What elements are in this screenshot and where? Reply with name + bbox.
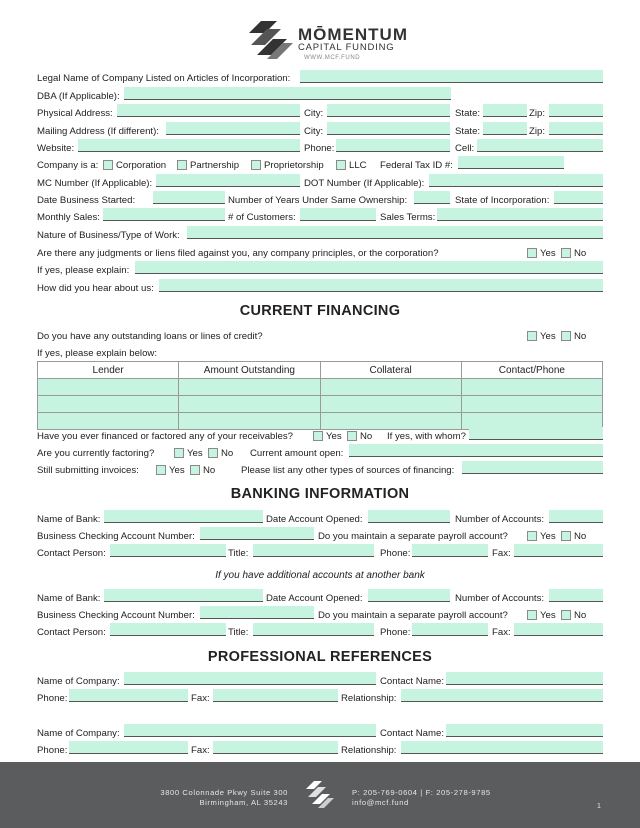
partnership-label: Partnership xyxy=(190,160,240,171)
bank-name-label: Name of Bank: xyxy=(37,514,101,525)
ref2-company-label: Name of Company: xyxy=(37,728,120,739)
cell-input[interactable] xyxy=(477,139,603,152)
table-cell[interactable] xyxy=(320,379,461,396)
loans-no-checkbox[interactable] xyxy=(561,331,571,341)
table-row xyxy=(38,396,603,413)
loans-yes-label: Yes xyxy=(540,331,556,342)
loans-no-label: No xyxy=(574,331,587,342)
submitting-question: Still submitting invoices: xyxy=(37,465,139,476)
bank-phone-label: Phone: xyxy=(380,548,411,559)
table-cell[interactable] xyxy=(461,379,602,396)
cell-label: Cell: xyxy=(455,143,475,154)
amount-outstanding-header: Amount Outstanding xyxy=(179,362,320,379)
judgments-no-checkbox[interactable] xyxy=(561,248,571,258)
submitting-no-label: No xyxy=(203,465,216,476)
mc-number-input[interactable] xyxy=(156,174,300,187)
ref2-phone-label: Phone: xyxy=(37,745,68,756)
footer-email[interactable]: info@mcf.fund xyxy=(352,798,409,807)
bank2-date-opened-label: Date Account Opened: xyxy=(266,593,363,604)
bank-phone-input[interactable] xyxy=(412,544,488,557)
collateral-header: Collateral xyxy=(320,362,461,379)
phone-input[interactable] xyxy=(336,139,450,152)
monthly-sales-label: Monthly Sales: xyxy=(37,212,100,223)
date-started-label: Date Business Started: xyxy=(37,195,136,206)
brand-url: WWW.MCF.FUND xyxy=(304,55,361,61)
date-opened-label: Date Account Opened: xyxy=(266,514,363,525)
ref2-fax-input[interactable] xyxy=(213,741,338,754)
bank2-checking-number-input[interactable] xyxy=(200,606,314,619)
factoring-question: Are you currently factoring? xyxy=(37,448,155,459)
ref2-company-input[interactable] xyxy=(124,724,376,737)
factoring-yes-checkbox[interactable] xyxy=(174,448,184,458)
with-whom-label: If yes, with whom? xyxy=(387,431,466,442)
contact-phone-header: Contact/Phone xyxy=(461,362,602,379)
ref2-fax-label: Fax: xyxy=(191,745,210,756)
payroll-yes-label: Yes xyxy=(540,531,556,542)
loans-yes-checkbox[interactable] xyxy=(527,331,537,341)
dba-label: DBA (If Applicable): xyxy=(37,91,120,102)
bank2-date-opened-input[interactable] xyxy=(368,589,450,602)
ref1-phone-input[interactable] xyxy=(69,689,188,702)
lender-header: Lender xyxy=(38,362,179,379)
llc-label: LLC xyxy=(349,160,367,171)
bank2-payroll-no-label: No xyxy=(574,610,587,621)
additional-accounts-note: If you have additional accounts at another bank xyxy=(215,570,425,581)
bank2-name-input[interactable] xyxy=(104,589,263,602)
financed-question: Have you ever financed or factored any of your receivables? xyxy=(37,431,293,442)
nature-business-label: Nature of Business/Type of Work: xyxy=(37,230,180,241)
title-label: Title: xyxy=(228,548,249,559)
ref1-company-input[interactable] xyxy=(124,672,376,685)
ref1-company-label: Name of Company: xyxy=(37,676,120,687)
state-incorporation-label: State of Incorporation: xyxy=(455,195,550,206)
bank-name-input[interactable] xyxy=(104,510,263,523)
city-input[interactable] xyxy=(327,104,450,117)
submitting-no-checkbox[interactable] xyxy=(190,465,200,475)
current-financing-title: CURRENT FINANCING xyxy=(239,303,401,319)
financing-table xyxy=(37,361,603,430)
bank2-payroll-yes-checkbox[interactable] xyxy=(527,610,537,620)
num-customers-input[interactable] xyxy=(300,208,376,221)
mailing-address-input[interactable] xyxy=(166,122,300,135)
bank2-phone-label: Phone: xyxy=(380,627,411,638)
legal-name-label: Legal Name of Company Listed on Articles of Incorporation: xyxy=(37,73,291,84)
contact-person-label: Contact Person: xyxy=(37,548,106,559)
bank2-fax-label: Fax: xyxy=(492,627,511,638)
references-title: PROFESSIONAL REFERENCES xyxy=(207,649,433,665)
bank2-num-accounts-label: Number of Accounts: xyxy=(455,593,545,604)
brand-subtitle: CAPITAL FUNDING xyxy=(298,42,395,53)
website-label: Website: xyxy=(37,143,75,154)
state-input[interactable] xyxy=(483,104,527,117)
bank2-num-accounts-input[interactable] xyxy=(549,589,603,602)
footer xyxy=(0,762,640,828)
proprietorship-checkbox[interactable] xyxy=(251,160,261,170)
judgments-question: Are there any judgments or liens filed against you, any company principles, or the corporation? xyxy=(37,248,439,259)
table-cell[interactable] xyxy=(179,413,320,430)
table-cell[interactable] xyxy=(38,396,179,413)
judgments-yes-checkbox[interactable] xyxy=(527,248,537,258)
explain-input[interactable] xyxy=(135,261,603,274)
bank2-payroll-question: Do you maintain a separate payroll account? xyxy=(318,610,508,621)
state-incorporation-input[interactable] xyxy=(554,191,603,204)
state-label: State: xyxy=(455,108,481,119)
mc-number-label: MC Number (If Applicable): xyxy=(37,178,153,189)
judgments-yes-label: Yes xyxy=(540,248,556,259)
table-row xyxy=(38,379,603,396)
dot-number-input[interactable] xyxy=(429,174,603,187)
page-number: 1 xyxy=(597,803,602,810)
company-type-label: Company is a: xyxy=(37,160,99,171)
num-accounts-label: Number of Accounts: xyxy=(455,514,545,525)
checking-number-input[interactable] xyxy=(200,527,314,540)
with-whom-input[interactable] xyxy=(469,427,603,440)
brand-name: MŌMENTUM xyxy=(298,25,408,44)
bank-fax-input[interactable] xyxy=(514,544,603,557)
contact-person-input[interactable] xyxy=(110,544,226,557)
table-cell[interactable] xyxy=(179,379,320,396)
num-customers-label: # of Customers: xyxy=(228,212,296,223)
mailing-city-input[interactable] xyxy=(327,122,450,135)
payroll-no-checkbox[interactable] xyxy=(561,531,571,541)
ref1-fax-input[interactable] xyxy=(213,689,338,702)
financed-no-checkbox[interactable] xyxy=(347,431,357,441)
bank2-payroll-yes-label: Yes xyxy=(540,610,556,621)
years-ownership-input[interactable] xyxy=(414,191,450,204)
payroll-no-label: No xyxy=(574,531,587,542)
logo-mark xyxy=(247,19,295,61)
ref1-contact-label: Contact Name: xyxy=(380,676,444,687)
bank2-title-input[interactable] xyxy=(253,623,374,636)
footer-address-line1: 3800 Colonnade Pkwy Suite 300 xyxy=(160,788,288,797)
physical-address-input[interactable] xyxy=(117,104,300,117)
ref1-phone-label: Phone: xyxy=(37,693,68,704)
sales-terms-label: Sales Terms: xyxy=(380,212,436,223)
other-sources-label: Please list any other types of sources of financing: xyxy=(241,465,455,476)
mailing-address-label: Mailing Address (If different): xyxy=(37,126,159,137)
ref1-contact-input[interactable] xyxy=(446,672,603,685)
factoring-yes-label: Yes xyxy=(187,448,203,459)
financed-yes-label: Yes xyxy=(326,431,342,442)
ref1-relationship-input[interactable] xyxy=(401,689,603,702)
bank2-checking-number-label: Business Checking Account Number: xyxy=(37,610,195,621)
mailing-zip-label: Zip: xyxy=(529,126,545,137)
table-cell[interactable] xyxy=(461,396,602,413)
city-label: City: xyxy=(304,108,324,119)
partnership-checkbox[interactable] xyxy=(177,160,187,170)
corporation-label: Corporation xyxy=(116,160,167,171)
bank2-contact-person-label: Contact Person: xyxy=(37,627,106,638)
nature-business-input[interactable] xyxy=(187,226,603,239)
date-started-input[interactable] xyxy=(153,191,225,204)
table-cell[interactable] xyxy=(320,396,461,413)
submitting-yes-checkbox[interactable] xyxy=(156,465,166,475)
phone-label: Phone: xyxy=(304,143,335,154)
table-cell[interactable] xyxy=(320,413,461,430)
zip-input[interactable] xyxy=(549,104,603,117)
bank2-name-label: Name of Bank: xyxy=(37,593,101,604)
footer-address-line2: Birmingham, AL 35243 xyxy=(199,798,288,807)
sales-terms-input[interactable] xyxy=(437,208,603,221)
date-opened-input[interactable] xyxy=(368,510,450,523)
zip-label: Zip: xyxy=(529,108,545,119)
bank-fax-label: Fax: xyxy=(492,548,511,559)
ref1-fax-label: Fax: xyxy=(191,693,210,704)
bank2-title-label: Title: xyxy=(228,627,249,638)
ref2-relationship-input[interactable] xyxy=(401,741,603,754)
ref2-relationship-label: Relationship: xyxy=(341,745,397,756)
legal-name-input[interactable] xyxy=(300,70,603,83)
financed-yes-checkbox[interactable] xyxy=(313,431,323,441)
mailing-city-label: City: xyxy=(304,126,324,137)
dot-number-label: DOT Number (If Applicable): xyxy=(304,178,425,189)
years-ownership-label: Number of Years Under Same Ownership: xyxy=(228,195,408,206)
current-amount-label: Current amount open: xyxy=(250,448,344,459)
dba-input[interactable] xyxy=(124,87,451,100)
loans-question: Do you have any outstanding loans or lines of credit? xyxy=(37,331,263,342)
footer-phone-fax: P: 205-769-0604 | F: 205-278-9785 xyxy=(352,788,491,797)
mailing-zip-input[interactable] xyxy=(549,122,603,135)
payroll-question: Do you maintain a separate payroll account? xyxy=(318,531,508,542)
bank2-payroll-no-checkbox[interactable] xyxy=(561,610,571,620)
payroll-yes-checkbox[interactable] xyxy=(527,531,537,541)
factoring-no-checkbox[interactable] xyxy=(208,448,218,458)
ref2-phone-input[interactable] xyxy=(69,741,188,754)
bank2-phone-input[interactable] xyxy=(412,623,488,636)
monthly-sales-input[interactable] xyxy=(103,208,225,221)
federal-tax-id-input[interactable] xyxy=(458,156,564,169)
proprietorship-label: Proprietorship xyxy=(264,160,324,171)
current-amount-input[interactable] xyxy=(349,444,603,457)
ref2-contact-label: Contact Name: xyxy=(380,728,444,739)
banking-title: BANKING INFORMATION xyxy=(230,486,410,502)
website-input[interactable] xyxy=(78,139,300,152)
financed-no-label: No xyxy=(360,431,373,442)
hear-about-label: How did you hear about us: xyxy=(37,283,154,294)
explain-below-label: If yes, please explain below: xyxy=(37,348,157,359)
submitting-yes-label: Yes xyxy=(169,465,185,476)
bank2-fax-input[interactable] xyxy=(514,623,603,636)
checking-number-label: Business Checking Account Number: xyxy=(37,531,195,542)
footer-logo-icon xyxy=(304,779,336,809)
logo-icon xyxy=(247,19,295,61)
explain-label: If yes, please explain: xyxy=(37,265,130,276)
physical-address-label: Physical Address: xyxy=(37,108,113,119)
factoring-no-label: No xyxy=(221,448,234,459)
table-cell[interactable] xyxy=(179,396,320,413)
corporation-checkbox[interactable] xyxy=(103,160,113,170)
federal-tax-id-label: Federal Tax ID #: xyxy=(380,160,453,171)
judgments-no-label: No xyxy=(574,248,587,259)
mailing-state-input[interactable] xyxy=(483,122,527,135)
ref1-relationship-label: Relationship: xyxy=(341,693,397,704)
mailing-state-label: State: xyxy=(455,126,481,137)
title-input[interactable] xyxy=(253,544,374,557)
bank2-contact-person-input[interactable] xyxy=(110,623,226,636)
ref2-contact-input[interactable] xyxy=(446,724,603,737)
num-accounts-input[interactable] xyxy=(549,510,603,523)
other-sources-input[interactable] xyxy=(462,461,603,474)
table-cell[interactable] xyxy=(38,413,179,430)
hear-about-input[interactable] xyxy=(159,279,603,292)
table-cell[interactable] xyxy=(38,379,179,396)
llc-checkbox[interactable] xyxy=(336,160,346,170)
